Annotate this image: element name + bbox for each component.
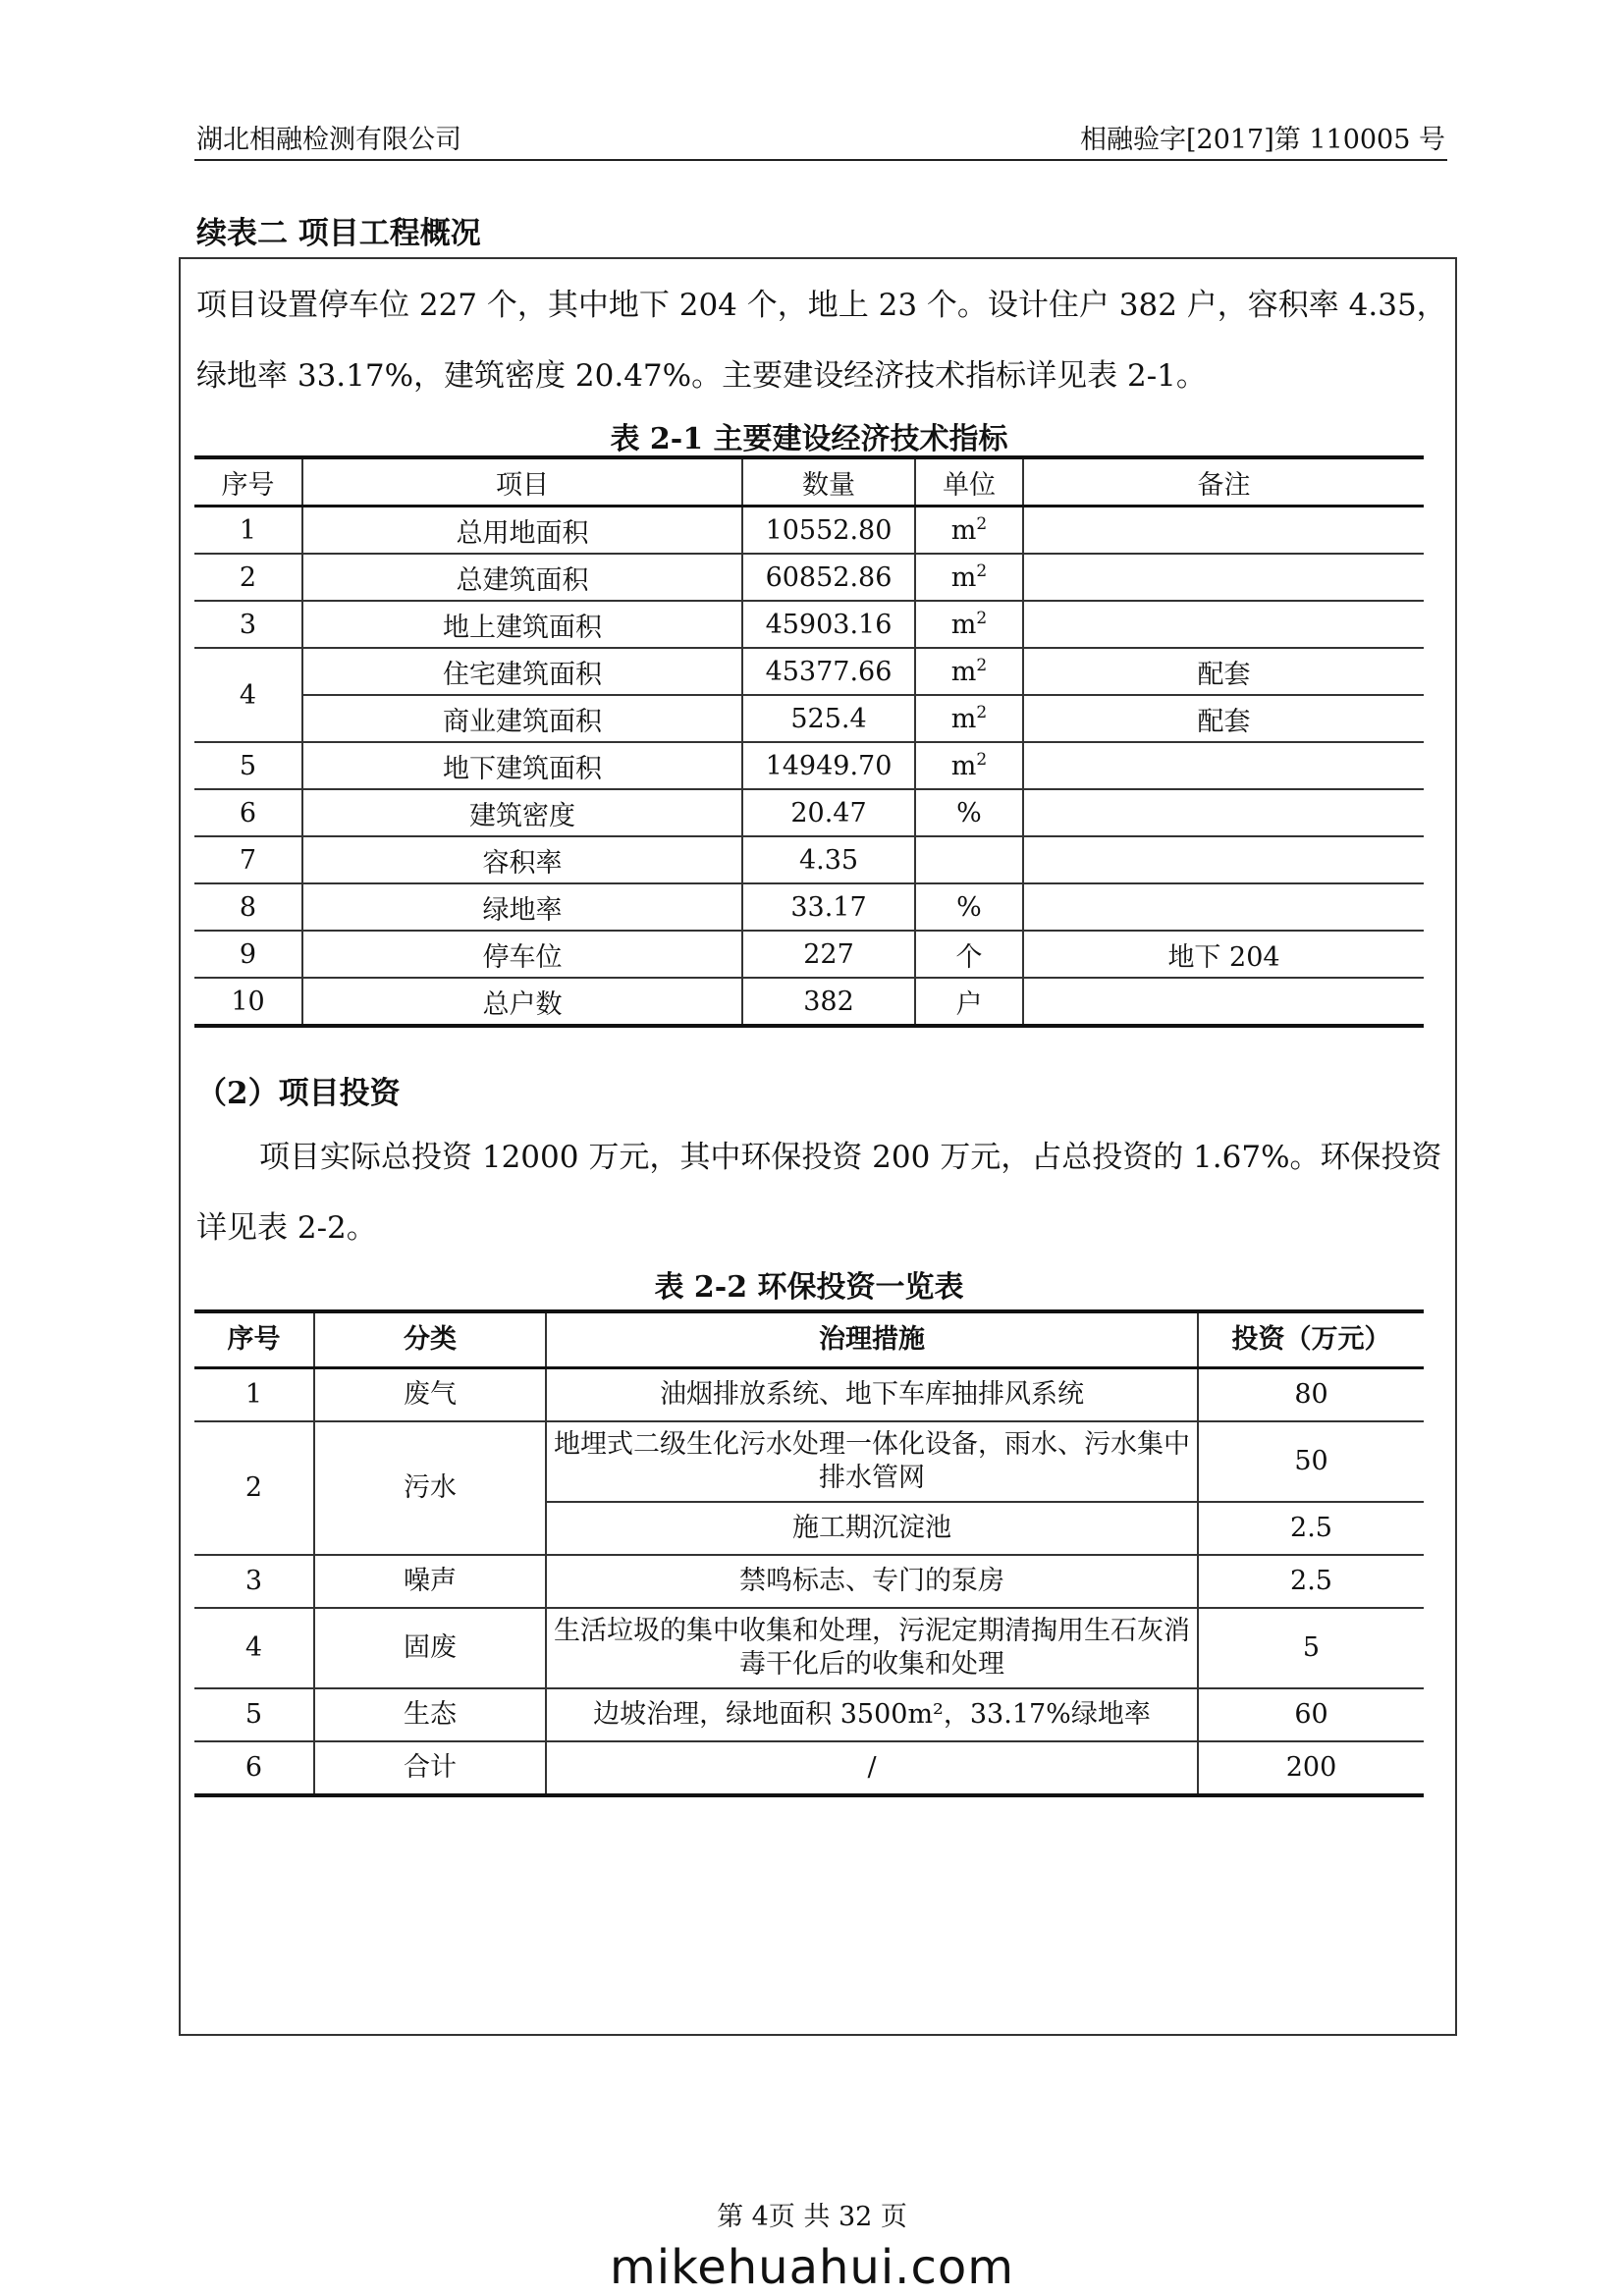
header-cell: 序号 [194, 1311, 314, 1368]
amount: 80 [1198, 1368, 1424, 1422]
unit-superscript: 2 [976, 702, 988, 722]
row-number: 5 [194, 1688, 314, 1741]
measure: 边坡治理，绿地面积 3500m²，33.17%绿地率 [546, 1688, 1198, 1741]
quantity: 20.47 [742, 789, 915, 836]
quantity: 14949.70 [742, 742, 915, 789]
row-number: 8 [194, 883, 302, 931]
row-number: 2 [194, 1421, 314, 1555]
table-row [194, 1368, 1424, 1422]
category: 生态 [314, 1688, 546, 1741]
row-number: 3 [194, 601, 302, 648]
row-number: 6 [194, 1741, 314, 1795]
measure: 地埋式二级生化污水处理一体化设备，雨水、污水集中排水管网 [546, 1421, 1198, 1502]
header-cell: 投资（万元） [1198, 1311, 1424, 1368]
table-row [194, 836, 1424, 883]
header-cell: 分类 [314, 1311, 546, 1368]
row-number: 2 [194, 554, 302, 601]
unit [915, 648, 1023, 695]
category: 噪声 [314, 1555, 546, 1608]
quantity: 45903.16 [742, 601, 915, 648]
note [1023, 789, 1424, 836]
unit [915, 601, 1023, 648]
amount: 60 [1198, 1688, 1424, 1741]
unit-text: m [950, 561, 977, 593]
unit [915, 507, 1023, 555]
table-row [194, 1608, 1424, 1688]
unit [915, 789, 1023, 836]
quantity: 525.4 [742, 695, 915, 742]
unit-text: m [950, 514, 977, 546]
category: 合计 [314, 1741, 546, 1795]
amount: 2.5 [1198, 1555, 1424, 1608]
unit [915, 931, 1023, 978]
measure: 油烟排放系统、地下车库抽排风系统 [546, 1368, 1198, 1422]
table-row [194, 1688, 1424, 1741]
unit-text: m [950, 750, 977, 781]
row-number: 1 [194, 1368, 314, 1422]
note [1023, 507, 1424, 555]
header-cell: 数量 [742, 457, 915, 507]
row-number: 4 [194, 648, 302, 742]
header-cell: 项目 [302, 457, 742, 507]
table-row [194, 695, 1424, 742]
row-number: 1 [194, 507, 302, 555]
unit-superscript: 2 [976, 749, 988, 770]
item-name: 总户数 [302, 978, 742, 1026]
investment-paragraph: 项目实际总投资 12000 万元，其中环保投资 200 万元，占总投资的 1.67%。环保投资详见表 2-2。 [196, 1140, 1442, 1246]
table-row [194, 978, 1424, 1026]
row-number: 9 [194, 931, 302, 978]
unit-text: m [950, 609, 977, 640]
item-name: 建筑密度 [302, 789, 742, 836]
table-row [194, 601, 1424, 648]
unit-text: m [950, 656, 977, 687]
unit-superscript: 2 [976, 561, 988, 581]
amount: 5 [1198, 1608, 1424, 1688]
header-cell: 备注 [1023, 457, 1424, 507]
table-row [194, 789, 1424, 836]
quantity: 4.35 [742, 836, 915, 883]
header-cell: 治理措施 [546, 1311, 1198, 1368]
table2-caption: 表 2-2 环保投资一览表 [654, 1270, 964, 1305]
table-row [194, 931, 1424, 978]
note: 配套 [1023, 648, 1424, 695]
unit [915, 836, 1023, 883]
table-row [194, 554, 1424, 601]
measure: / [546, 1741, 1198, 1795]
amount: 200 [1198, 1741, 1424, 1795]
category: 固废 [314, 1608, 546, 1688]
unit-superscript: 2 [976, 608, 988, 628]
item-name: 地上建筑面积 [302, 601, 742, 648]
quantity: 10552.80 [742, 507, 915, 555]
table-header-row [194, 457, 1424, 507]
page-footer: 第 4页 共 32 页 [717, 2202, 907, 2232]
table-row [194, 1555, 1424, 1608]
amount: 50 [1198, 1421, 1424, 1502]
table-row [194, 1421, 1424, 1502]
note [1023, 836, 1424, 883]
unit [915, 978, 1023, 1026]
item-name: 总用地面积 [302, 507, 742, 555]
unit [915, 883, 1023, 931]
row-number: 3 [194, 1555, 314, 1608]
watermark: mikehuahui.com [610, 2240, 1014, 2295]
note [1023, 883, 1424, 931]
row-number: 5 [194, 742, 302, 789]
unit [915, 695, 1023, 742]
note [1023, 742, 1424, 789]
table1-caption: 表 2-1 主要建设经济技术指标 [610, 422, 1008, 456]
measure: 施工期沉淀池 [546, 1502, 1198, 1555]
item-name: 绿地率 [302, 883, 742, 931]
unit-text: % [956, 797, 982, 828]
note [1023, 601, 1424, 648]
unit-text: 户 [955, 988, 983, 1020]
quantity: 33.17 [742, 883, 915, 931]
quantity: 382 [742, 978, 915, 1026]
item-name: 住宅建筑面积 [302, 648, 742, 695]
item-name: 商业建筑面积 [302, 695, 742, 742]
header-cell: 单位 [915, 457, 1023, 507]
unit-superscript: 2 [976, 513, 988, 534]
unit-text: m [950, 703, 977, 734]
header-cell: 序号 [194, 457, 302, 507]
table-row [194, 742, 1424, 789]
note: 配套 [1023, 695, 1424, 742]
unit-text: 个 [955, 941, 983, 973]
quantity: 60852.86 [742, 554, 915, 601]
investment-subtitle: （2）项目投资 [196, 1076, 401, 1111]
category: 污水 [314, 1421, 546, 1555]
category: 废气 [314, 1368, 546, 1422]
quantity: 45377.66 [742, 648, 915, 695]
note: 地下 204 [1023, 931, 1424, 978]
section-title: 续表二 项目工程概况 [196, 216, 481, 251]
document-number: 相融验字[2017]第 110005 号 [1079, 125, 1445, 155]
row-number: 4 [194, 1608, 314, 1688]
item-name: 总建筑面积 [302, 554, 742, 601]
row-number: 10 [194, 978, 302, 1026]
note [1023, 554, 1424, 601]
amount: 2.5 [1198, 1502, 1424, 1555]
measure: 生活垃圾的集中收集和处理，污泥定期清掏用生石灰消毒干化后的收集和处理 [546, 1608, 1198, 1688]
intro-paragraph: 项目设置停车位 227 个，其中地下 204 个，地上 23 个。设计住户 382 户，容积率 4.35，绿地率 33.17%，建筑密度 20.47%。主要建设经济技术指标详见表 2-1。 [196, 288, 1447, 394]
item-name: 地下建筑面积 [302, 742, 742, 789]
note [1023, 978, 1424, 1026]
unit-superscript: 2 [976, 655, 988, 675]
row-number: 6 [194, 789, 302, 836]
table-row [194, 883, 1424, 931]
page-header [194, 116, 1447, 161]
table-row [194, 648, 1424, 695]
item-name: 容积率 [302, 836, 742, 883]
unit [915, 742, 1023, 789]
quantity: 227 [742, 931, 915, 978]
unit [915, 554, 1023, 601]
table-header-row [194, 1311, 1424, 1368]
table-row [194, 507, 1424, 555]
measure: 禁鸣标志、专门的泵房 [546, 1555, 1198, 1608]
env-investment-table [194, 1309, 1424, 1797]
row-number: 7 [194, 836, 302, 883]
economic-indicators-table [194, 455, 1424, 1028]
item-name: 停车位 [302, 931, 742, 978]
table-row [194, 1741, 1424, 1795]
unit-text: % [956, 891, 982, 923]
company-name: 湖北相融检测有限公司 [196, 125, 461, 155]
